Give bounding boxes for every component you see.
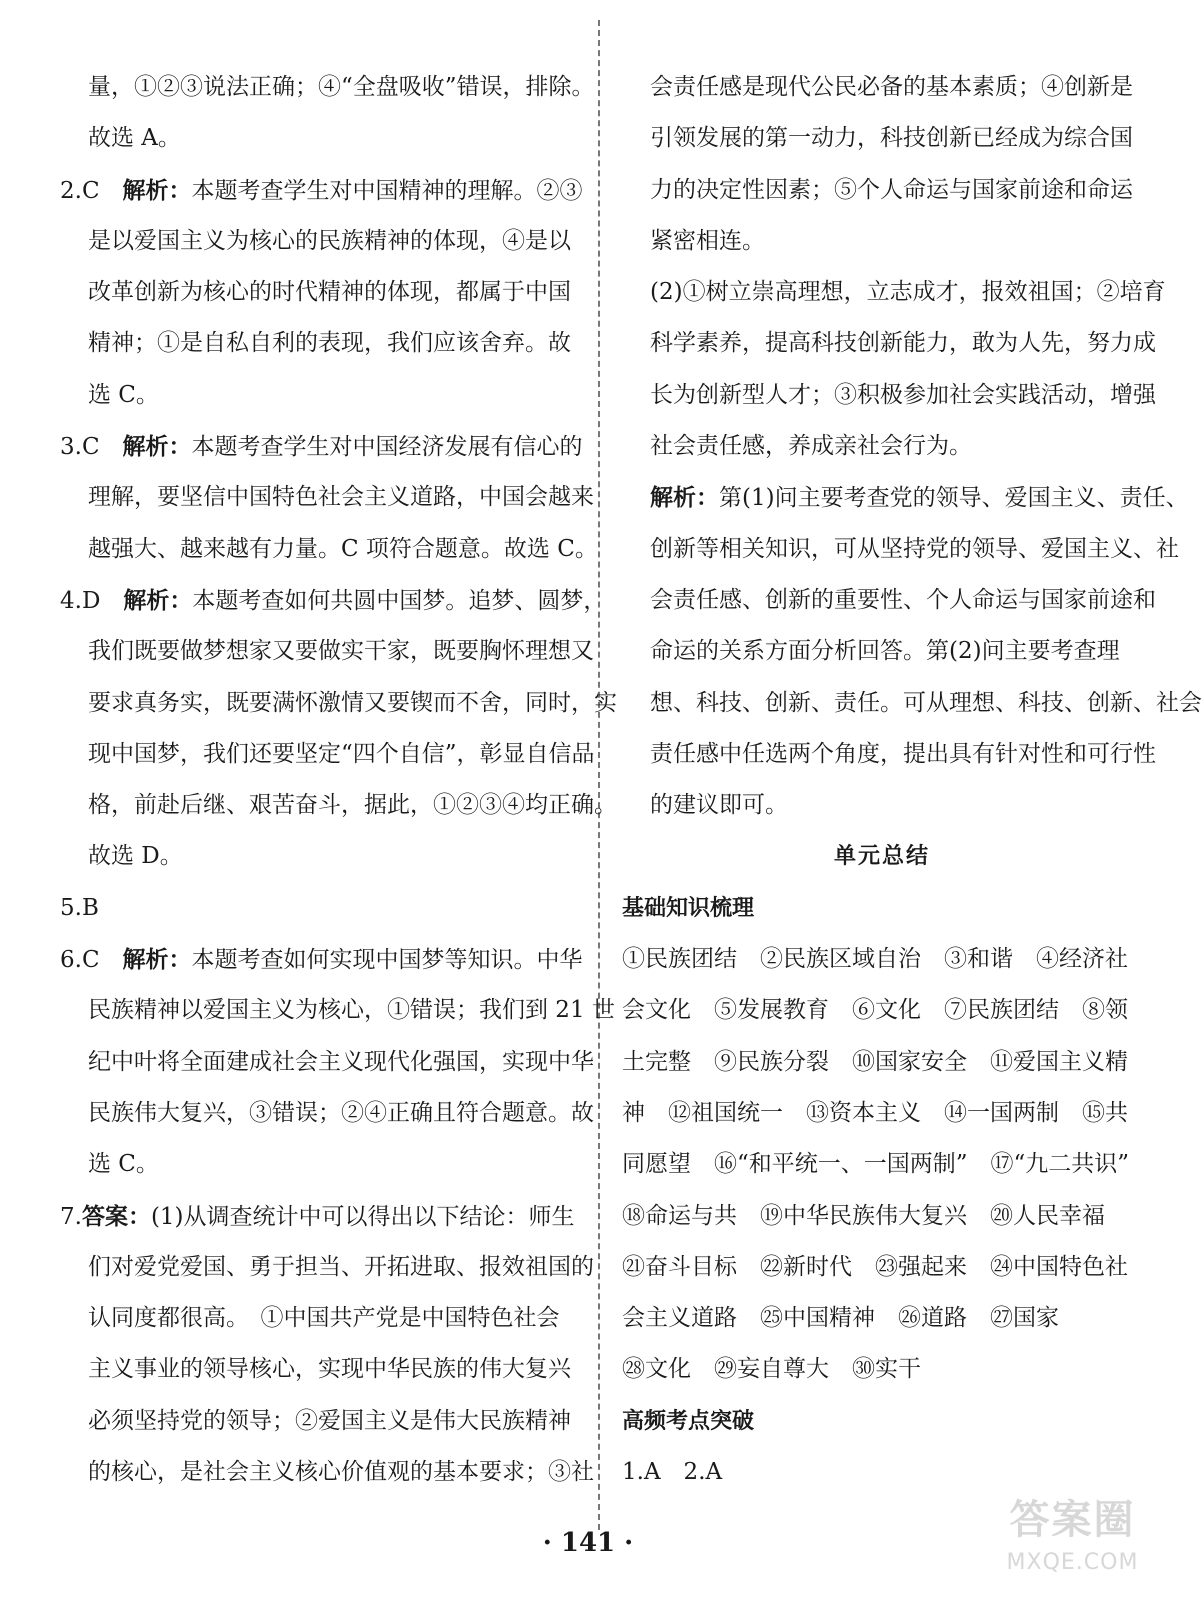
text-line: 会文化 ⑤发展教育 ⑥文化 ⑦民族团结 ⑧领 [622, 997, 1128, 1024]
text-line: 我们既要做梦想家又要做实干家，既要胸怀理想又 [88, 638, 594, 665]
text-line: ㉑奋斗目标 ㉒新时代 ㉓强起来 ㉔中国特色社 [622, 1253, 1128, 1280]
text-line: 会主义道路 ㉕中国精神 ㉖道路 ㉗国家 [622, 1305, 1059, 1332]
right-column [622, 62, 1202, 1498]
answer-label: 解析： [122, 946, 192, 974]
text-line: 7.答案：(1)从调查统计中可以得出以下结论：师生 [60, 1202, 575, 1230]
watermark-url: MXQE.COM [1006, 1550, 1139, 1575]
text-line: 3.C 解析：本题考查学生对中国经济发展有信心的 [60, 433, 583, 461]
text-line: 创新等相关知识，可从坚持党的领导、爱国主义、社 [650, 535, 1179, 562]
high-frequency-heading: 高频考点突破 [622, 1407, 755, 1434]
text-line: 6.C 解析：本题考查如何实现中国梦等知识。中华 [60, 946, 583, 974]
text-line: 现中国梦，我们还要坚定“四个自信”，彰显自信品 [88, 740, 595, 767]
left-column [60, 62, 617, 1498]
text-line: 必须坚持党的领导；②爱国主义是伟大民族精神 [88, 1407, 571, 1434]
column-divider [598, 20, 600, 1530]
answer-label: 解析： [122, 176, 192, 204]
text-line: 量，①②③说法正确；④“全盘吸收”错误，排除。 [88, 74, 595, 100]
text-line: 民族伟大复兴，③错误；②④正确且符合题意。故 [88, 1099, 594, 1126]
text-line: 故选 A。 [88, 125, 181, 152]
text-line: 会责任感是现代公民必备的基本素质；④创新是 [650, 74, 1133, 100]
text-line: 纪中叶将全面建成社会主义现代化强国，实现中华 [88, 1048, 594, 1075]
text-line: 想、科技、创新、责任。可从理想、科技、创新、社会 [650, 689, 1202, 716]
text-line: ㉘文化 ㉙妄自尊大 ㉚实干 [622, 1356, 921, 1383]
text-line: 紧密相连。 [650, 227, 765, 254]
text-line: 的建议即可。 [650, 792, 788, 819]
text-line: 们对爱党爱国、勇于担当、开拓进取、报效祖国的 [88, 1253, 594, 1280]
answer-label: 解析： [122, 433, 192, 461]
text-line: 命运的关系方面分析回答。第(2)问主要考查理 [650, 638, 1120, 665]
text-line: 社会责任感，养成亲社会行为。 [650, 433, 972, 460]
text-line: 的核心，是社会主义核心价值观的基本要求；③社 [88, 1459, 594, 1486]
answer-label: 解析： [650, 484, 719, 512]
unit-summary-heading: 单元总结 [833, 843, 930, 870]
text-line: 长为创新型人才；③积极参加社会实践活动，增强 [650, 381, 1156, 408]
text-line: ⑱命运与共 ⑲中华民族伟大复兴 ⑳人民幸福 [622, 1202, 1105, 1229]
text-line: 格，前赴后继、艰苦奋斗，据此，①②③④均正确。 [88, 792, 617, 819]
basic-knowledge-heading: 基础知识梳理 [622, 894, 755, 921]
text-line: 科学素养，提高科技创新能力，敢为人先，努力成 [650, 330, 1156, 357]
text-line: 土完整 ⑨民族分裂 ⑩国家安全 ⑪爱国主义精 [622, 1048, 1128, 1075]
text-line: 是以爱国主义为核心的民族精神的体现，④是以 [88, 227, 571, 254]
page-number: · 141 · [542, 1528, 634, 1558]
text-line: 民族精神以爱国主义为核心，①错误；我们到 21 世 [88, 997, 615, 1024]
text-line: 4.D 解析：本题考查如何共圆中国梦。追梦、圆梦， [60, 586, 607, 614]
text-line: 故选 D。 [88, 843, 183, 870]
watermark-logo [985, 1488, 1160, 1596]
text-line: 精神；①是自私自利的表现，我们应该舍弃。故 [88, 330, 571, 357]
text-line: 改革创新为核心的时代精神的体现，都属于中国 [88, 279, 571, 306]
text-line: 5.B [60, 894, 99, 921]
text-line: 越强大、越来越有力量。C 项符合题意。故选 C。 [88, 535, 598, 562]
watermark-title: 答案圈 [1009, 1497, 1136, 1543]
text-line: 选 C。 [88, 381, 159, 408]
text-line: 力的决定性因素；⑤个人命运与国家前途和命运 [650, 176, 1133, 203]
text-line: 2.C 解析：本题考查学生对中国精神的理解。②③ [60, 176, 583, 204]
text-line: 神 ⑫祖国统一 ⑬资本主义 ⑭一国两制 ⑮共 [622, 1099, 1128, 1126]
answer-label: 答案： [81, 1202, 151, 1230]
text-line: (2)①树立崇高理想，立志成才，报效祖国；②培育 [650, 279, 1166, 306]
text-line: 要求真务实，既要满怀激情又要锲而不舍，同时，实 [88, 689, 617, 716]
text-line: 选 C。 [88, 1151, 159, 1178]
text-line: 理解，要坚信中国特色社会主义道路，中国会越来 [88, 484, 594, 511]
answer-label: 解析： [123, 586, 193, 614]
text-line: 1.A 2.A [622, 1459, 723, 1486]
text-line: 会责任感、创新的重要性、个人命运与国家前途和 [650, 586, 1156, 613]
text-line: 解析：第(1)问主要考查党的领导、爱国主义、责任、 [650, 484, 1189, 512]
text-line: 引领发展的第一动力，科技创新已经成为综合国 [650, 125, 1133, 152]
text-line: 认同度都很高。 ①中国共产党是中国特色社会 [88, 1305, 560, 1332]
text-line: ①民族团结 ②民族区域自治 ③和谐 ④经济社 [622, 946, 1128, 973]
text-line: 同愿望 ⑯“和平统一、一国两制” ⑰“九二共识” [622, 1151, 1130, 1178]
text-line: 责任感中任选两个角度，提出具有针对性和可行性 [650, 740, 1156, 767]
text-line: 主义事业的领导核心，实现中华民族的伟大复兴 [88, 1356, 571, 1383]
